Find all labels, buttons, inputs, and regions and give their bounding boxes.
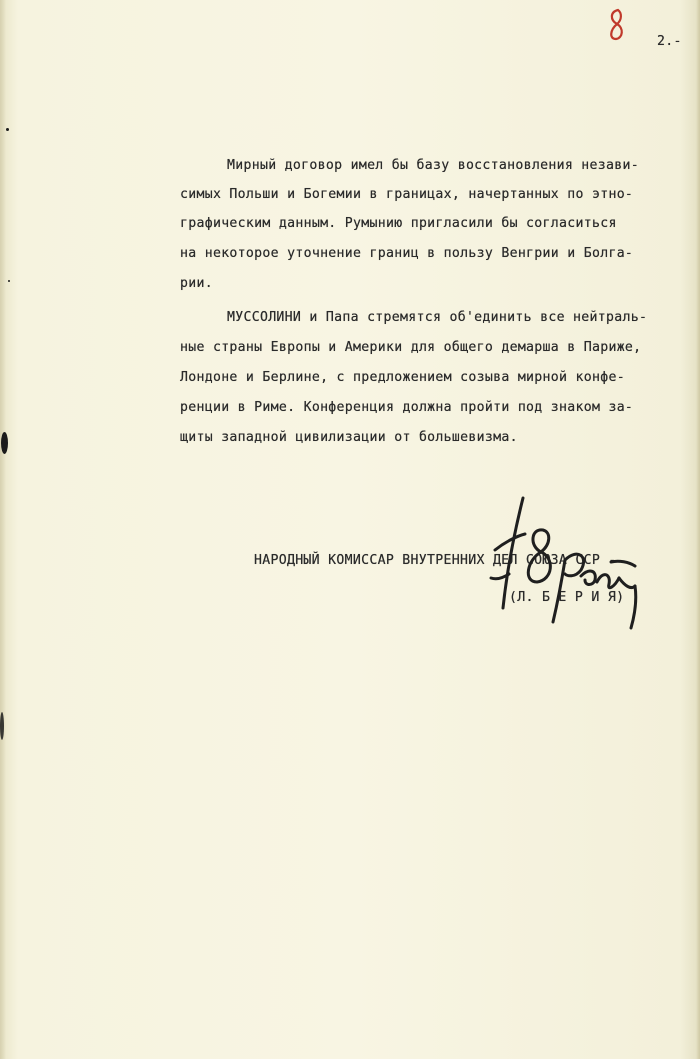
- text-line: ренции в Риме. Конференция должна пройти под знаком за-: [180, 400, 634, 415]
- handwritten-signature: [485, 490, 655, 635]
- text-line: симых Польши и Богемии в границах, начертанных по этно-: [180, 187, 634, 202]
- binding-hole-mark: [0, 712, 4, 740]
- text-line: графическим данным. Румынию пригласили бы согласиться: [180, 216, 617, 231]
- signature-title: НАРОДНЫЙ КОМИССАР ВНУТРЕННИХ ДЕЛ СОЮЗА ССР -: [254, 553, 617, 568]
- page-number: 2.-: [657, 34, 682, 49]
- text-line: Мирный договор имел бы базу восстановления незави-: [227, 158, 639, 173]
- paper-speck: [8, 280, 10, 282]
- text-line: щиты западной цивилизации от большевизма.: [180, 430, 518, 445]
- paper-speck: [6, 128, 9, 131]
- signature-name: (Л. Б Е Р И Я): [509, 590, 625, 605]
- paper-edge-left: [0, 0, 6, 1059]
- text-line: МУССОЛИНИ и Папа стремятся об'единить все нейтраль-: [227, 310, 648, 325]
- binding-hole-mark: [1, 432, 8, 454]
- handwritten-folio-number: [606, 8, 628, 42]
- paper-edge-right: [696, 0, 700, 1059]
- text-line: на некоторое уточнение границ в пользу Венгрии и Болга-: [180, 246, 634, 261]
- text-line: ные страны Европы и Америки для общего демарша в Париже,: [180, 340, 642, 355]
- text-line: рии.: [180, 276, 213, 291]
- text-line: Лондоне и Берлине, с предложением созыва мирной конфе-: [180, 370, 625, 385]
